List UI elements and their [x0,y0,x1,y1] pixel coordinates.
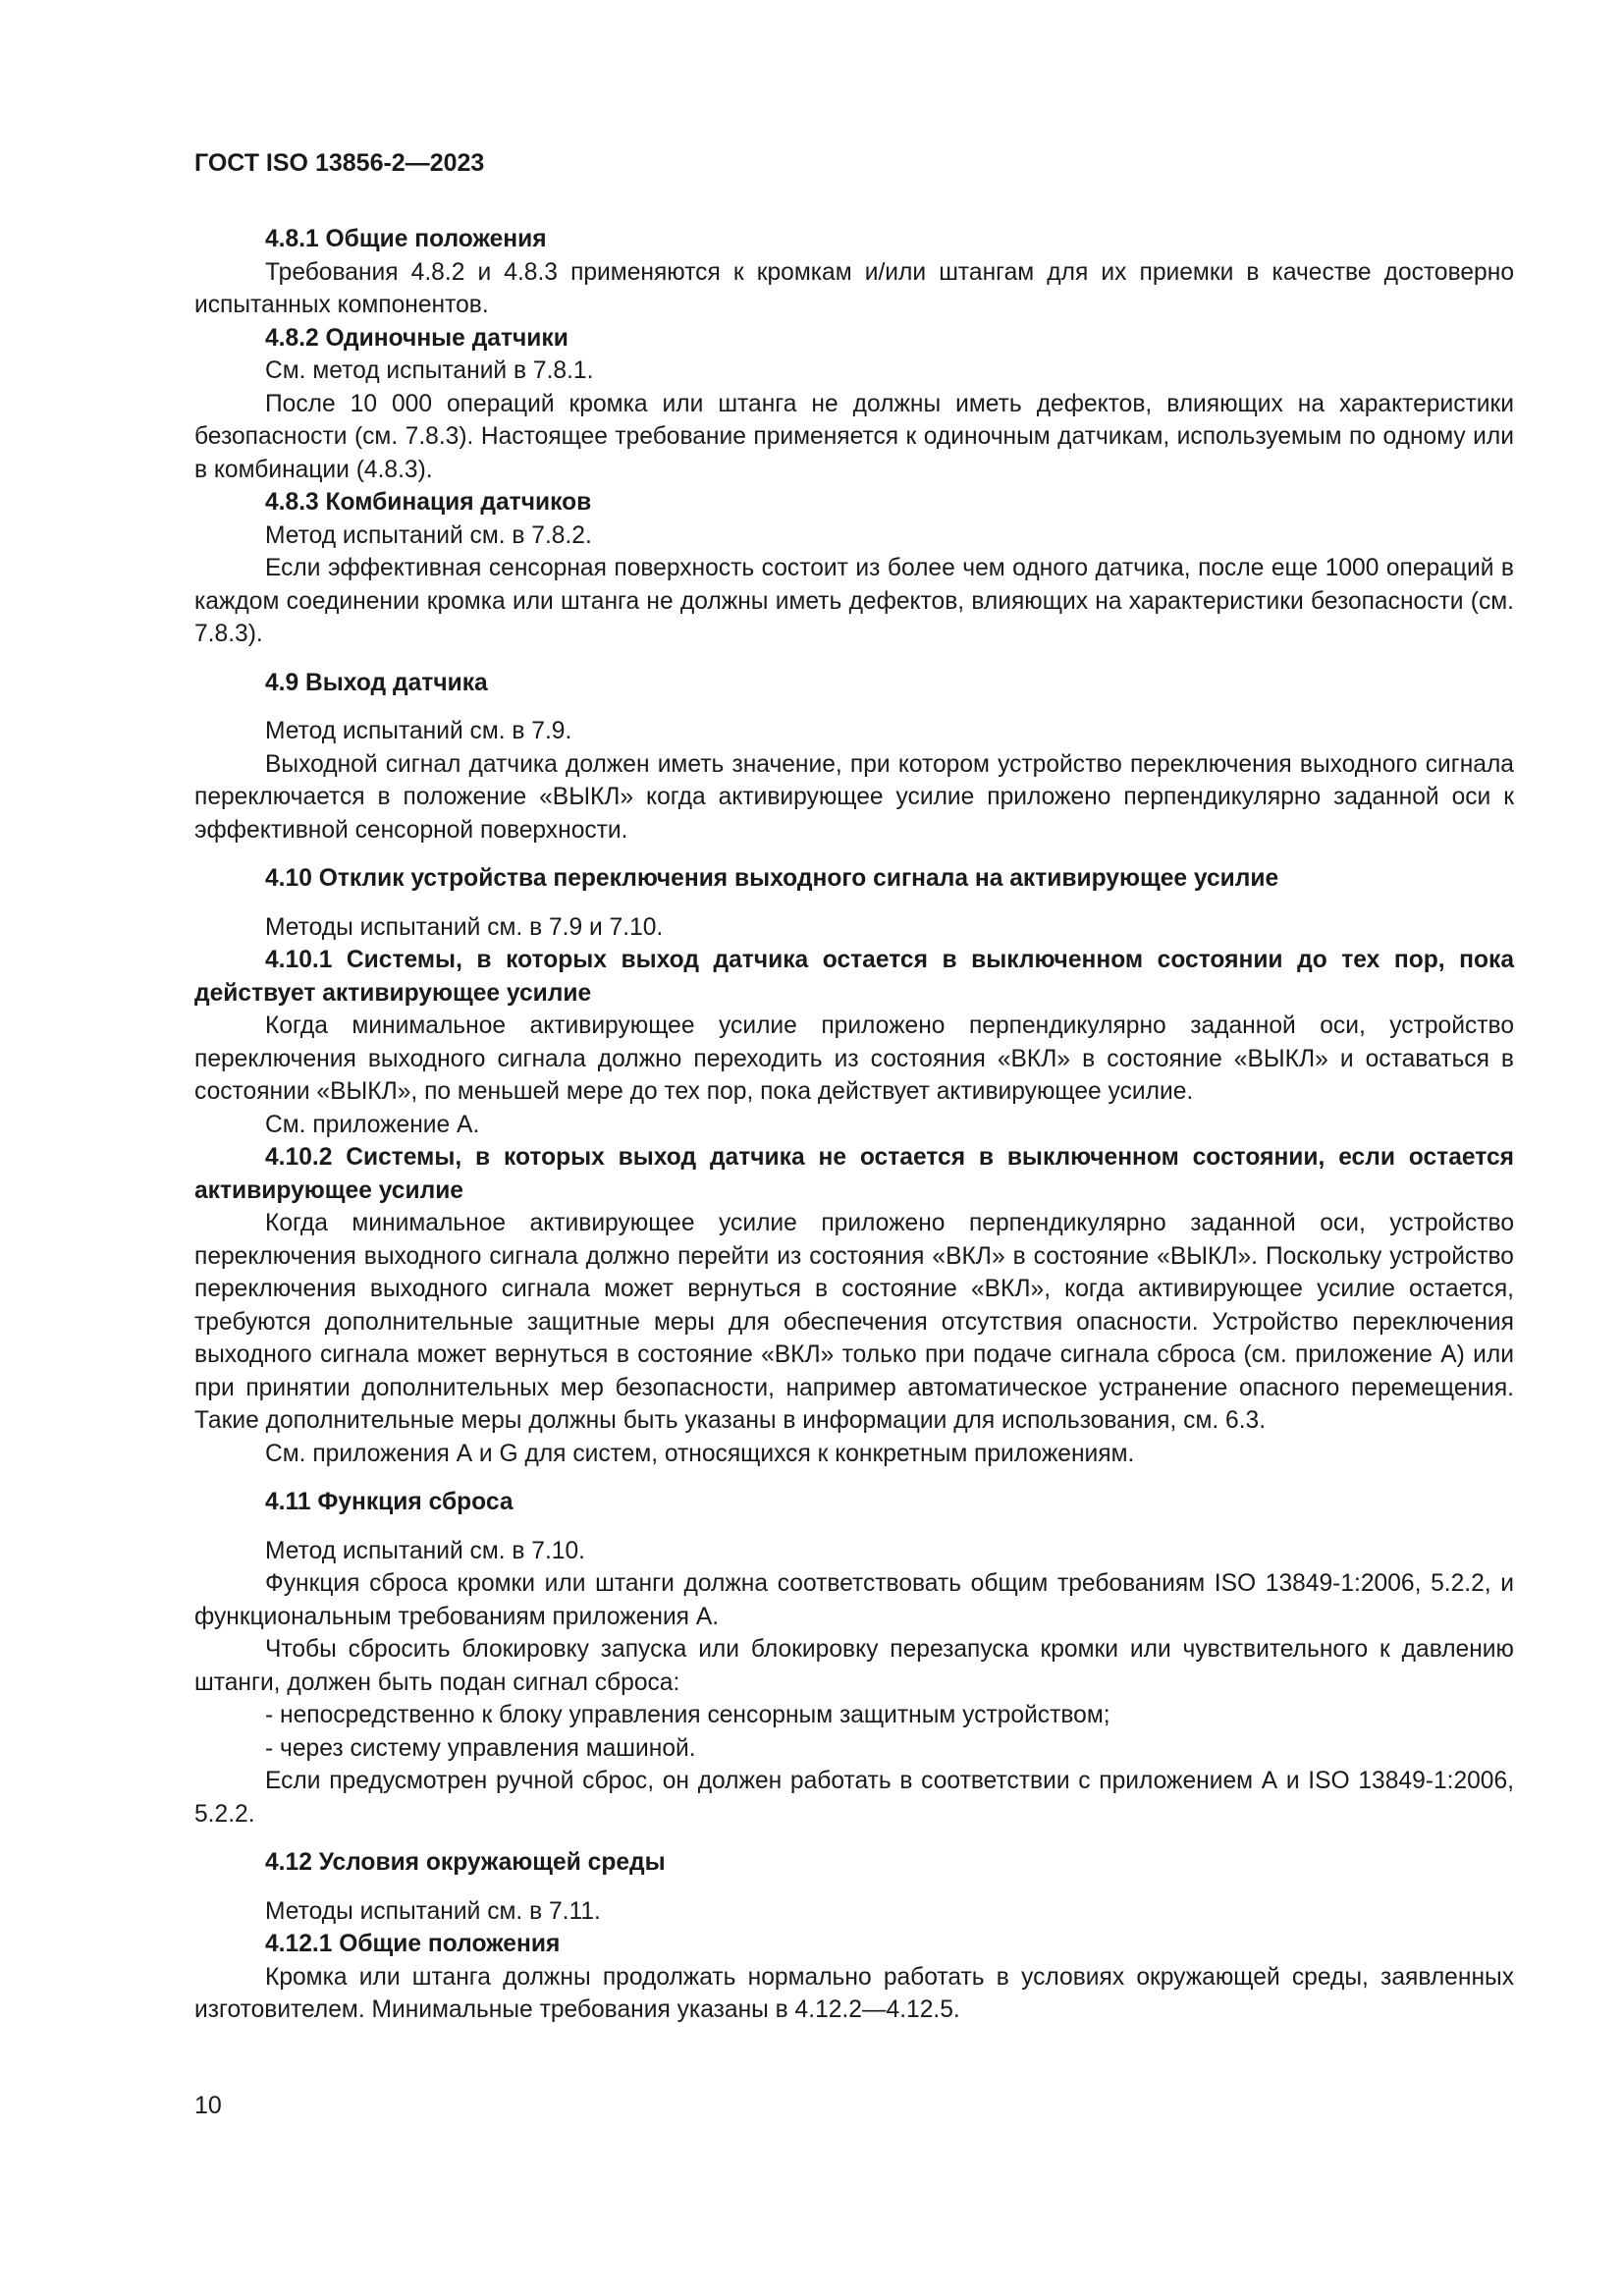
paragraph: Выходной сигнал датчика должен иметь значение, при котором устройство переключения выходного сигнала переключается в положение «ВЫКЛ» когда активирующее усилие приложено перпендикулярно заданной оси к эффективной сенсорной поверхности. [194,750,1514,844]
subsection-heading: 4.12.1 Общие положения [265,1931,561,1957]
section-heading: 4.11 Функция сброса [265,1489,514,1515]
paragraph: См. приложения А и G для систем, относящихся к конкретным приложениям. [265,1440,1135,1467]
paragraph: Методы испытаний см. в 7.9 и 7.10. [265,913,664,941]
subsection-heading: 4.8.2 Одиночные датчики [265,324,568,352]
paragraph: Метод испытаний см. в 7.9. [265,718,572,744]
subsection-heading: 4.8.1 Общие положения [265,226,547,252]
paragraph: Метод испытаний см. в 7.8.2. [265,521,592,549]
paragraph: Когда минимальное активирующее усилие приложено перпендикулярно заданной оси, устройство переключения выходного сигнала должно переходить из состояния «ВКЛ» в состояние «ВЫКЛ» и оставаться в состоянии «ВЫКЛ», по меньшей мере до тех пор, пока действует активирующее усилие. [194,1012,1514,1105]
paragraph: Метод испытаний см. в 7.10. [265,1537,585,1564]
paragraph: Кромка или штанга должны продолжать нормально работать в условиях окружающей среды, заявленных изготовителем. Минимальные требования указаны в 4.12.2—4.12.5. [194,1963,1514,2023]
section-heading: 4.9 Выход датчика [265,669,488,696]
paragraph: Функция сброса кромки или штанги должна соответствовать общим требованиям ISO 13849-1:2006, 5.2.2, и функциональным требованиям приложения А. [194,1570,1514,1630]
document-body [194,223,1514,2027]
subsection-heading: 4.10.1 Системы, в которых выход датчика остается в выключенном состоянии до тех пор, пока действует активирующее усилие [194,947,1514,1007]
subsection-heading: 4.10.2 Системы, в которых выход датчика не остается в выключенном состоянии, если остается активирующее усилие [194,1144,1514,1204]
paragraph: См. метод испытаний в 7.8.1. [265,357,594,384]
paragraph: Если предусмотрен ручной сброс, он должен работать в соответствии с приложением А и ISO 13849-1:2006, 5.2.2. [194,1768,1514,1828]
paragraph: Требования 4.8.2 и 4.8.3 применяются к кромкам и/или штангам для их приемки в качестве достоверно испытанных компонентов. [194,258,1514,318]
paragraph: Когда минимальное активирующее усилие приложено перпендикулярно заданной оси, устройство переключения выходного сигнала должно перейти из состояния «ВКЛ» в состояние «ВЫКЛ». Поскольку устройство переключения выходного сигнала может вернуться в состояние «ВКЛ», когда активирующее усилие остается, требуются дополнительные защитные меры для обеспечения отсутствия опасности. Устройство переключения выходного сигнала может вернуться в состояние «ВКЛ» только при подаче сигнала сброса (см. приложение А) или при принятии дополнительных мер безопасности, например автоматическое устранение опасного перемещения. Такие дополнительные меры должны быть указаны в информации для использования, см. 6.3. [194,1210,1514,1434]
document-header: ГОСТ ISO 13856-2—2023 [194,149,485,177]
paragraph: См. приложение А. [265,1111,480,1138]
subsection-heading: 4.8.3 Комбинация датчиков [265,489,592,516]
list-item: - непосредственно к блоку управления сенсорным защитным устройством; [265,1702,1110,1728]
paragraph: Методы испытаний см. в 7.11. [265,1897,601,1925]
list-item: - через систему управления машиной. [265,1734,696,1762]
paragraph: После 10 000 операций кромка или штанга не должны иметь дефектов, влияющих на характеристики безопасности (см. 7.8.3). Настоящее требование применяется к одиночным датчикам, используемым по одному или в комбинации (4.8.3). [194,390,1514,483]
paragraph: Если эффективная сенсорная поверхность состоит из более чем одного датчика, после еще 1000 операций в каждом соединении кромка или штанга не должны иметь дефектов, влияющих на характеристики безопасности (см. 7.8.3). [194,555,1514,647]
paragraph: Чтобы сбросить блокировку запуска или блокировку перезапуска кромки или чувствительного к давлению штанги, должен быть подан сигнал сброса: [194,1636,1514,1696]
page-number: 10 [194,2092,222,2119]
section-heading: 4.10 Отклик устройства переключения выходного сигнала на активирующее усилие [265,865,1279,892]
section-heading: 4.12 Условия окружающей среды [265,1849,666,1876]
